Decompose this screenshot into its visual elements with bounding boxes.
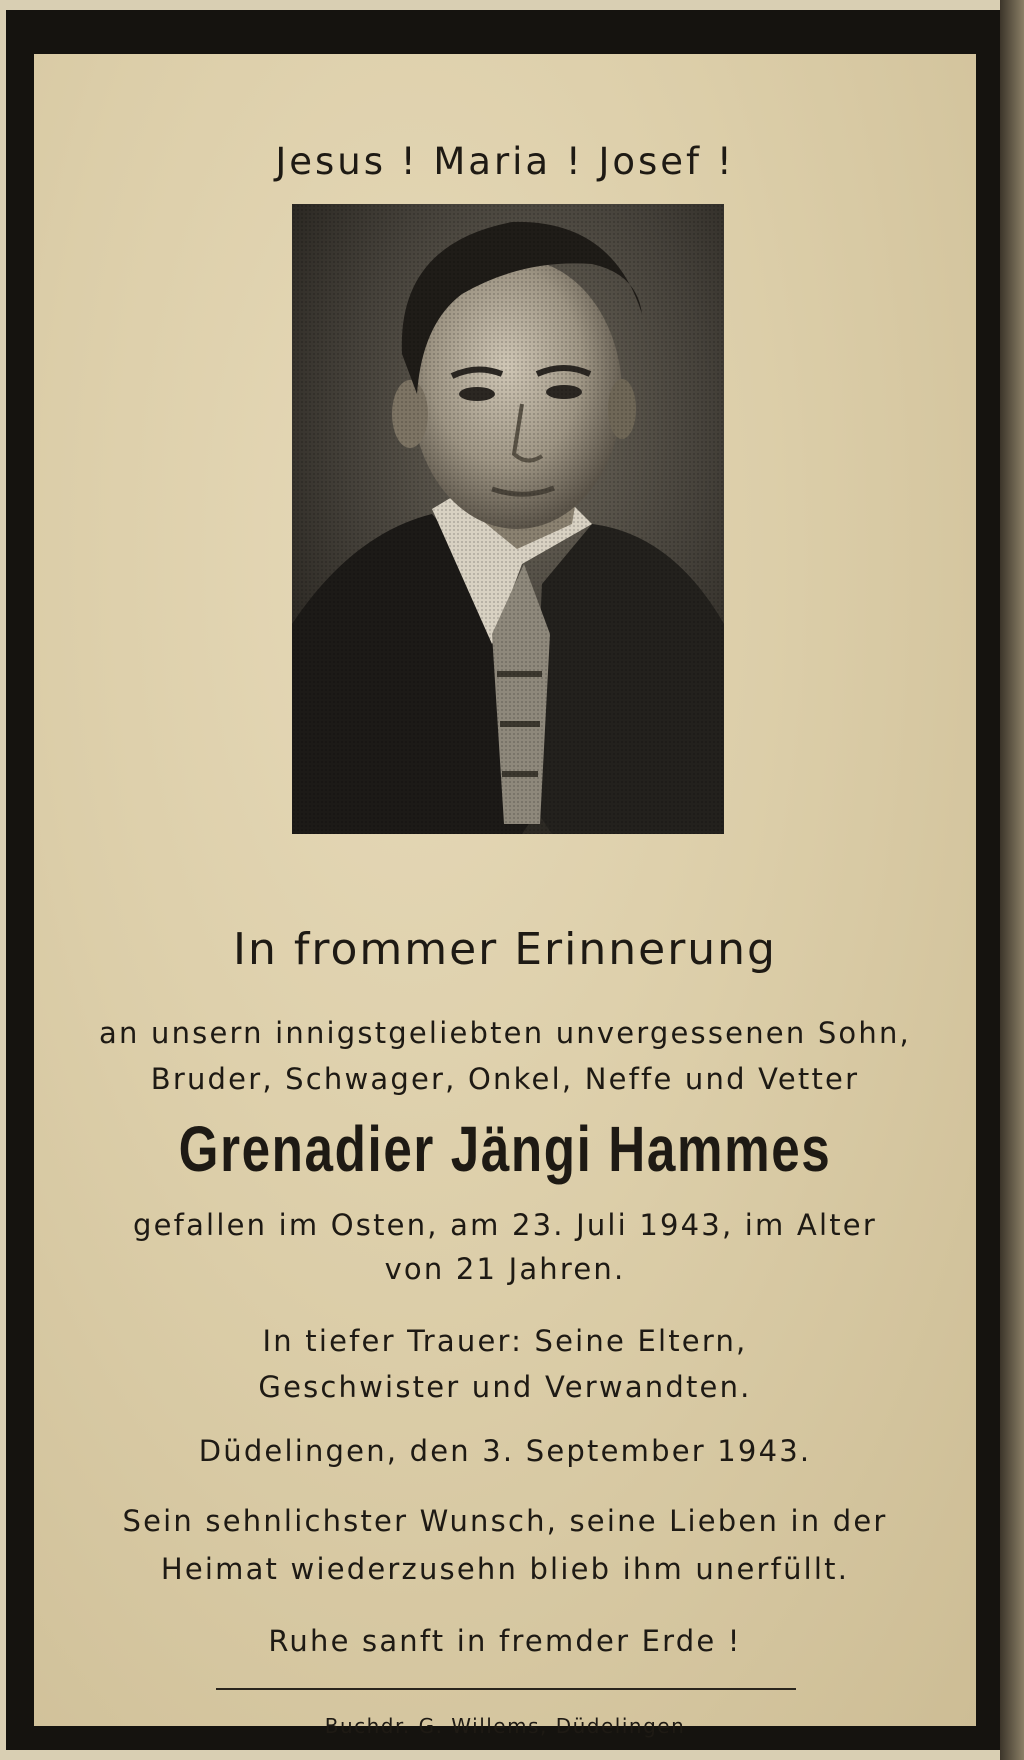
- intro-line: an unsern innigstgeliebten unvergessenen Sohn,: [99, 1016, 911, 1050]
- death-line: gefallen im Osten, am 23. Juli 1943, im Alter: [133, 1208, 877, 1242]
- printer-imprint: Buchdr. G. Willems, Düdelingen: [324, 1714, 686, 1738]
- wish-line: Sein sehnlichster Wunsch, seine Lieben in der: [122, 1504, 888, 1538]
- death-line: von 21 Jahren.: [384, 1252, 626, 1286]
- divider-rule: [216, 1688, 796, 1690]
- place-date: Düdelingen, den 3. September 1943.: [198, 1434, 812, 1468]
- portrait-photo: [292, 204, 724, 834]
- mourners-line: Geschwister und Verwandten.: [258, 1370, 752, 1404]
- intro-line: Bruder, Schwager, Onkel, Neffe und Vetter: [150, 1062, 860, 1096]
- wish-line: Heimat wiederzusehn blieb ihm unerfüllt.: [160, 1552, 850, 1586]
- closing-line: Ruhe sanft in fremder Erde !: [268, 1624, 742, 1658]
- mourners-line: In tiefer Trauer: Seine Eltern,: [262, 1324, 748, 1358]
- deceased-name: Grenadier Jängi Hammes: [178, 1113, 832, 1185]
- card-title: In frommer Erinnerung: [232, 924, 777, 975]
- background-edge: [1000, 0, 1024, 1760]
- black-border: [6, 10, 1006, 1750]
- card-paper: [34, 54, 976, 1738]
- card-header: Jesus ! Maria ! Josef !: [275, 140, 735, 183]
